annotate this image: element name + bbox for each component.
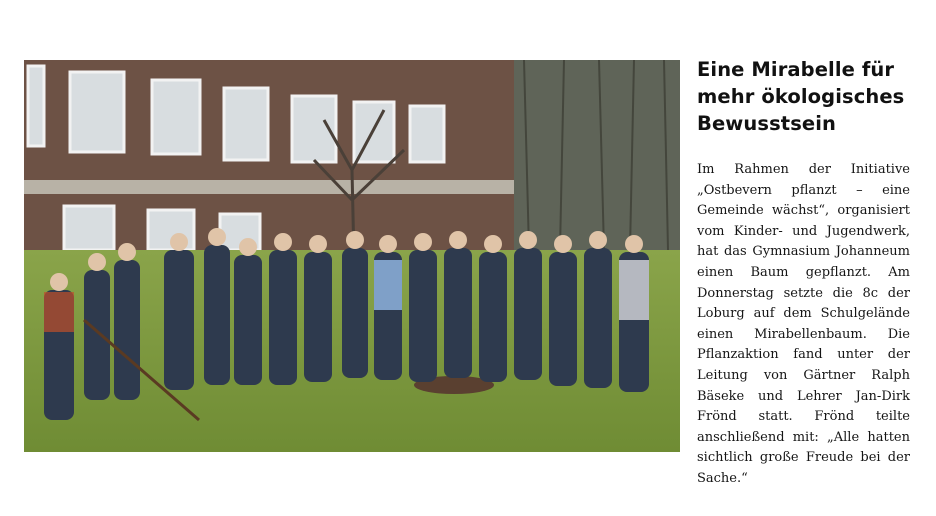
building-ledge: [24, 180, 514, 194]
photo-illustration: [24, 60, 680, 452]
article-body: [697, 160, 910, 490]
article-headline: Eine Mirabelle für mehr ökologisches Bewusstsein: [697, 58, 905, 135]
article-body-paragraph: Im Rahmen der Initiative „Ostbevern pflanzt – eine Gemeinde wächst“, organisiert vom Kinder- und Jugendwerk, hat das Gymnasium Johanneum einen Baum gepflanzt. Am Donnerstag setzte die 8c der Loburg auf dem Schulgelände einen Mirabellenbaum. Die Pflanzaktion fand unter der Leitung von Gärtner Ralph Bäseke und Lehrer Jan-Dirk Frönd statt. Frönd teilte anschließend mit: „Alle hatten sichtlich große Freude bei der Sache.“: [697, 162, 910, 486]
article-photo: [24, 60, 680, 452]
